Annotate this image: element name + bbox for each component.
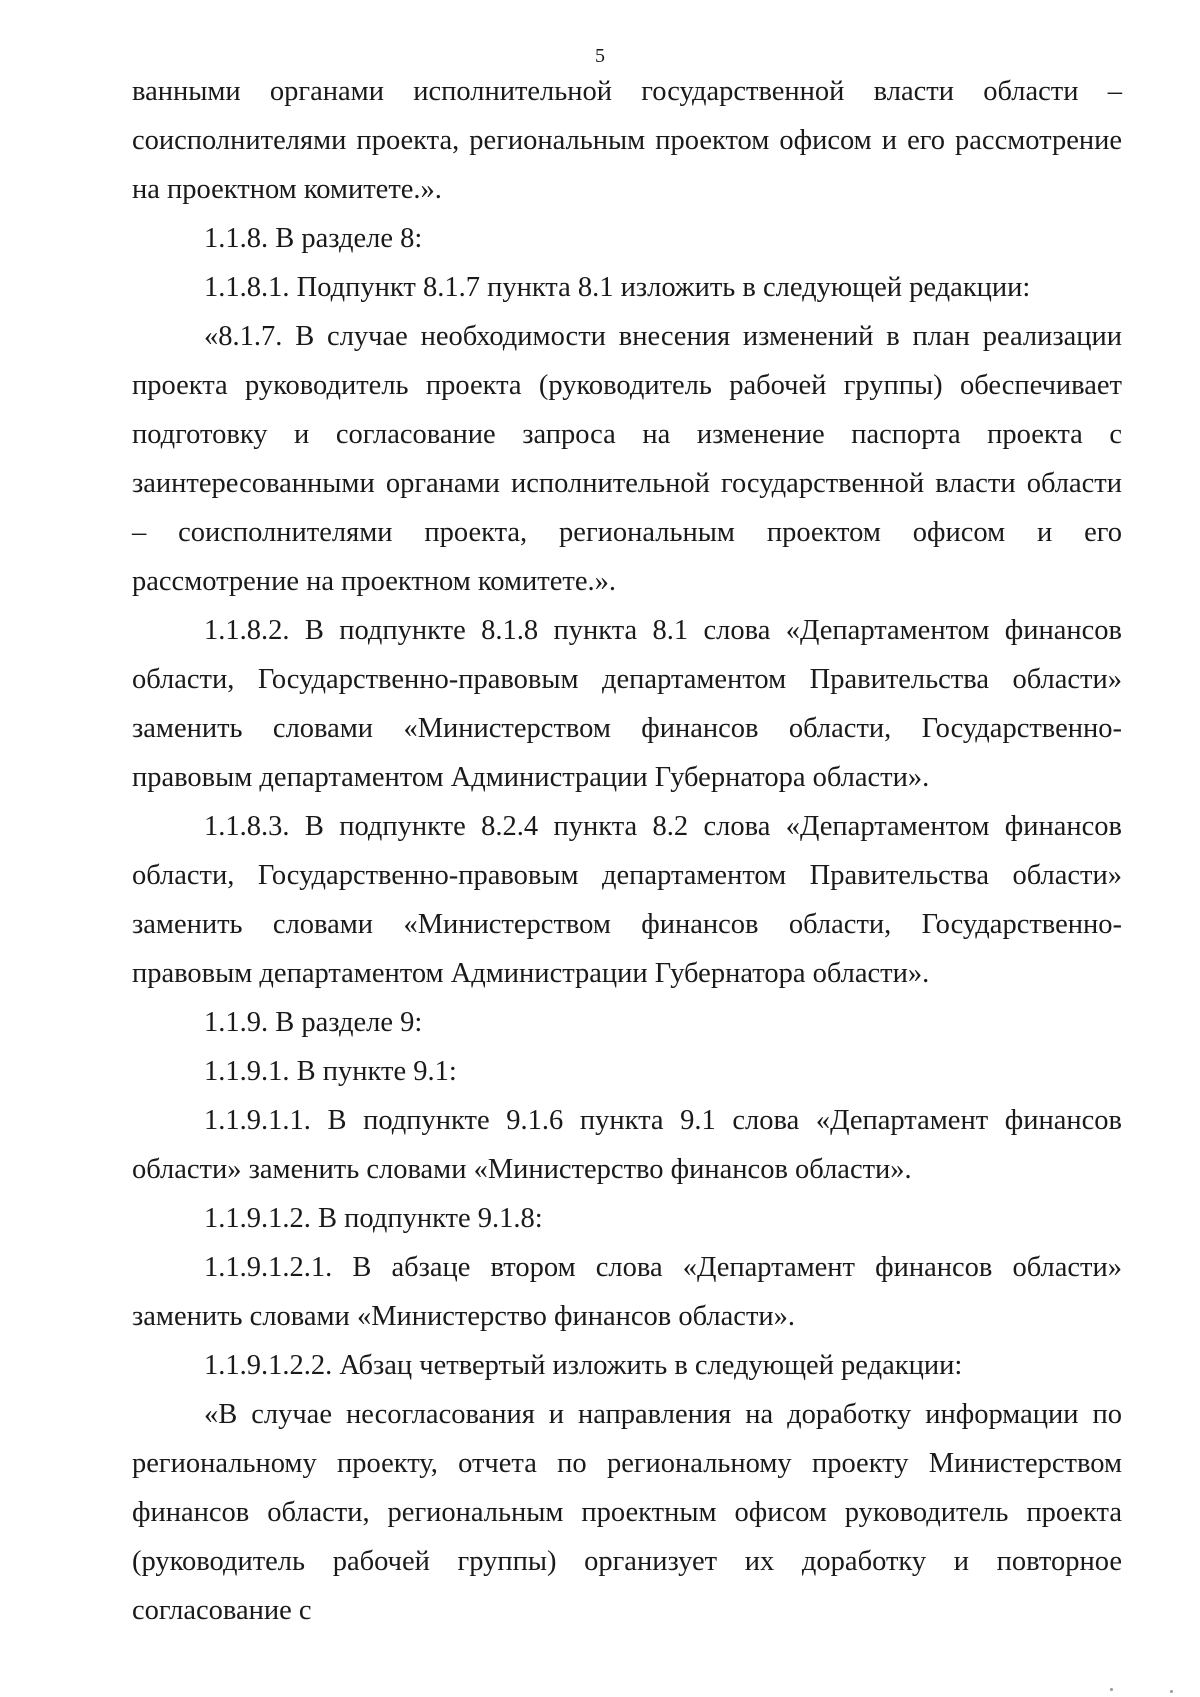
scan-speck [1170,1690,1173,1693]
paragraph-1-1-9: 1.1.9. В разделе 9: [204,1007,423,1038]
paragraph-1-1-9-1: 1.1.9.1. В пункте 9.1: [204,1056,457,1087]
paragraph-1-1-9-1-2: 1.1.9.1.2. В подпункте 9.1.8: [204,1203,543,1234]
paragraph-1-1-8-3: 1.1.8.3. В подпункте 8.2.4 пункта 8.2 слова «Департаментом финансов области, Государственно-правовым департаментом Правительства области» заменить словами «Министерством финансов области, Государственно-правовым департаментом Администрации Губернатора области». [132,811,1122,989]
paragraph-1-1-9-1-2-2: 1.1.9.1.2.2. Абзац четвертый изложить в следующей редакции: [204,1350,963,1381]
paragraph-8-1-7-quote: «8.1.7. В случае необходимости внесения изменений в план реализации проекта руководитель проекта (руководитель рабочей группы) обеспечивает подготовку и согласование запроса на изменение паспорта проекта с заинтересованными органами исполнительной государственной власти области – соисполнителями проекта, региональным проектом офисом и его рассмотрение на проектном комитете.». [132,321,1122,597]
paragraph-1-1-8-2: 1.1.8.2. В подпункте 8.1.8 пункта 8.1 слова «Департаментом финансов области, Государственно-правовым департаментом Правительства области» заменить словами «Министерством финансов области, Государственно-правовым департаментом Администрации Губернатора области». [132,615,1122,793]
scan-speck [1110,1688,1113,1691]
paragraph-1-1-8: 1.1.8. В разделе 8: [204,223,423,254]
paragraph-quote-final: «В случае несогласования и направления на доработку информации по региональному проекту, отчета по региональному проекту Министерством финансов области, региональным проектным офисом руководитель проекта (руководитель рабочей группы) организует их доработку и повторное согласование с [132,1399,1122,1626]
paragraph-1-1-9-1-2-1: 1.1.9.1.2.1. В абзаце втором слова «Департамент финансов области» заменить словами «Министерство финансов области». [132,1252,1122,1332]
document-body [132,67,1122,1635]
paragraph-1-1-8-1: 1.1.8.1. Подпункт 8.1.7 пункта 8.1 изложить в следующей редакции: [204,272,1031,303]
paragraph-1-1-9-1-1: 1.1.9.1.1. В подпункте 9.1.6 пункта 9.1 слова «Департамент финансов области» заменить словами «Министерство финансов области». [132,1105,1122,1185]
paragraph-continuation: ванными органами исполнительной государственной власти области – соисполнителями проекта, региональным проектом офисом и его рассмотрение на проектном комитете.». [132,76,1122,205]
page-number: 5 [595,45,605,67]
